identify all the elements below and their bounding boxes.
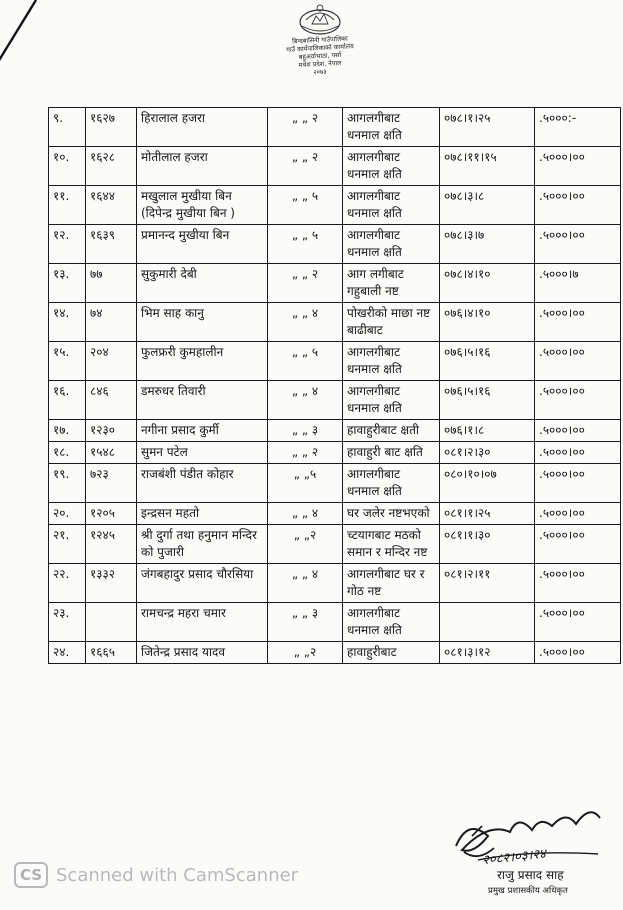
date-cell [440,603,535,642]
description-cell: हावाहुरीबाट क्षती [343,420,440,442]
number-cell: १५४८ [86,442,137,464]
number-cell: २०४ [86,342,137,381]
table-row [49,642,621,664]
ward-cell: „ „ ४ [268,303,343,342]
name-cell: नगीना प्रसाद कुर्मी [137,420,268,442]
office-seal [270,2,370,106]
number-cell: १३३२ [86,564,137,603]
ward-cell: „ „ ३ [268,603,343,642]
table-row [49,264,621,303]
serial-cell: ११. [49,186,86,225]
description-cell: आगलगीबाट धनमाल क्षति [343,342,440,381]
ward-cell: „ „ २ [268,264,343,303]
name-cell: फुलफ्ररी कुमहालीन [137,342,268,381]
serial-cell: २२. [49,564,86,603]
amount-cell: .५०००।०० [535,147,621,186]
date-cell: ०७८।३।७ [440,225,535,264]
name-cell: सुकुमारी देबी [137,264,268,303]
table-row [49,342,621,381]
number-cell: ८४६ [86,381,137,420]
amount-cell: .५०००।०० [535,564,621,603]
name-cell: जितेन्द्र प्रसाद यादव [137,642,268,664]
serial-cell: २०. [49,503,86,525]
description-cell: च्टयागबाट मठको समान र मन्दिर नष्ट [343,525,440,564]
ward-cell: „ „ ३ [268,420,343,442]
amount-cell: .५०००।०० [535,464,621,503]
description-cell: हावाहुरी बाट क्षति [343,442,440,464]
amount-cell: .५०००।०० [535,420,621,442]
date-cell: ०७६।४।१० [440,303,535,342]
ward-cell: „ „२ [268,642,343,664]
amount-cell: .५०००।०० [535,303,621,342]
serial-cell: १०. [49,147,86,186]
serial-cell: २३. [49,603,86,642]
description-cell: आगलगीबाट घर र गोठ नष्ट [343,564,440,603]
number-cell: १६६५ [86,642,137,664]
table-row [49,147,621,186]
signatory-title: प्रमुख प्रशासकीय अधिकृत [488,886,568,896]
date-cell: ०८१।१।२५ [440,503,535,525]
nepal-emblem-icon [296,2,344,36]
ward-cell: „ „ ४ [268,503,343,525]
ward-cell: „ „ ५ [268,186,343,225]
name-cell: डमरुधर तिवारी [137,381,268,420]
serial-cell: १९. [49,464,86,503]
date-cell: ०७८।११।१५ [440,147,535,186]
number-cell: ७७ [86,264,137,303]
table-row [49,464,621,503]
description-cell: आगलगीबाट धनमाल क्षति [343,381,440,420]
number-cell: १६४४ [86,186,137,225]
table-row [49,420,621,442]
name-cell: हिरालाल हजरा [137,108,268,147]
seal-text-line: गाउँ कार्यपालिकाको कार्यालय [286,42,354,54]
serial-cell: २१. [49,525,86,564]
name-cell: जंगबहादुर प्रसाद चौरसिया [137,564,268,603]
description-cell: आगलगीबाट धनमाल क्षति [343,186,440,225]
amount-cell: .५०००।०० [535,442,621,464]
name-cell: इन्द्रसन महतो [137,503,268,525]
ward-cell: „ „५ [268,464,343,503]
camscanner-watermark [14,857,298,893]
date-cell: ०८०।१०।०७ [440,464,535,503]
number-cell: १६२७ [86,108,137,147]
ward-cell: „ „ २ [268,147,343,186]
ward-cell: „ „२ [268,525,343,564]
number-cell [86,603,137,642]
ward-cell: „ „ ५ [268,225,343,264]
serial-cell: १७. [49,420,86,442]
number-cell: १६२८ [86,147,137,186]
date-cell: ०७६।५।१६ [440,381,535,420]
ward-cell: „ „ ४ [268,564,343,603]
table-row [49,108,621,147]
table-row [49,186,621,225]
description-cell: आगलगीबाट धनमाल क्षति [343,464,440,503]
amount-cell: .५०००।०० [535,503,621,525]
description-cell: हावाहुरीबाट [343,642,440,664]
watermark-text: Scanned with CamScanner [56,864,299,886]
date-cell: ०७८।४।१० [440,264,535,303]
amount-cell: .५०००।०० [535,642,621,664]
name-cell: रामचन्द्र महरा चमार [137,603,268,642]
number-cell: १२३० [86,420,137,442]
ward-cell: „ „ २ [268,108,343,147]
date-cell: ०७८।३।८ [440,186,535,225]
date-cell: ०७६।५।१६ [440,342,535,381]
serial-cell: १६. [49,381,86,420]
serial-cell: ९. [49,108,86,147]
number-cell: १६३९ [86,225,137,264]
amount-cell: .५०००।०० [535,342,621,381]
description-cell: घर जलेर नष्टभएको [343,503,440,525]
ward-cell: „ „ २ [268,442,343,464]
description-cell: आगलगीबाट धनमाल क्षति [343,147,440,186]
table-row [49,303,621,342]
number-cell: १२०५ [86,503,137,525]
description-cell: आगलगीबाट धनमाल क्षति [343,225,440,264]
seal-text-line: मधेश प्रदेश, नेपाल [298,58,342,70]
amount-cell: .५०००।७ [535,264,621,303]
relief-records-table [48,107,621,664]
serial-cell: १३. [49,264,86,303]
serial-cell: १५. [49,342,86,381]
signatory-name: राजु प्रसाद साह [497,868,564,882]
table-row [49,442,621,464]
table-row [49,225,621,264]
name-cell: भिम साह कानु [137,303,268,342]
name-cell: श्री दुर्गा तथा हनुमान मन्दिर को पुजारी [137,525,268,564]
ward-cell: „ „ ५ [268,342,343,381]
description-cell: आगलगीबाट धनमाल क्षति [343,108,440,147]
page-edge-shadow [0,0,52,70]
serial-cell: १८. [49,442,86,464]
records-body [49,108,621,664]
table-row [49,503,621,525]
amount-cell: .५०००।०० [535,225,621,264]
name-cell: सुमन पटेल [137,442,268,464]
date-cell: ०७८।१।२५ [440,108,535,147]
serial-cell: २४. [49,642,86,664]
serial-cell: १४. [49,303,86,342]
amount-cell: .५०००।०० [535,525,621,564]
description-cell: पोखरीको माछा नष्ट बाढीबाट [343,303,440,342]
number-cell: ७४ [86,303,137,342]
amount-cell: .५०००।०० [535,381,621,420]
date-cell: ०८१।३।१२ [440,642,535,664]
serial-cell: १२. [49,225,86,264]
date-cell: ०८१।२।११ [440,564,535,603]
name-cell: मखुलाल मुखीया बिन (दिपेन्द्र मुखीया बिन ) [137,186,268,225]
camscanner-logo-icon: CS [14,862,48,888]
table-row [49,603,621,642]
table-row [49,525,621,564]
number-cell: १२४५ [86,525,137,564]
number-cell: ७२३ [86,464,137,503]
name-cell: प्रमानन्द मुखीया बिन [137,225,268,264]
seal-text-line: बिन्दबासिनी गाउँपालिका [291,34,349,46]
table-row [49,564,621,603]
description-cell: आग लगीबाट गहुबाली नष्ट [343,264,440,303]
date-cell: ०७६।१।८ [440,420,535,442]
amount-cell: .५०००।०० [535,603,621,642]
seal-text-line: बहुअर्वाभाठा, पर्सा [298,50,342,62]
amount-cell: .५०००:- [535,108,621,147]
date-cell: ०८१।१।३० [440,525,535,564]
seal-text-line: २०७३ [313,67,327,77]
description-cell: आगलगीबाट धनमाल क्षति [343,603,440,642]
date-cell: ०८१।२।३० [440,442,535,464]
signature-date: २०८२।०३।२४ [481,846,547,869]
name-cell: मोतीलाल हजरा [137,147,268,186]
ward-cell: „ „ ४ [268,381,343,420]
amount-cell: .५०००।०० [535,186,621,225]
table-row [49,381,621,420]
name-cell: राजबंशी पंडीत कोहार [137,464,268,503]
